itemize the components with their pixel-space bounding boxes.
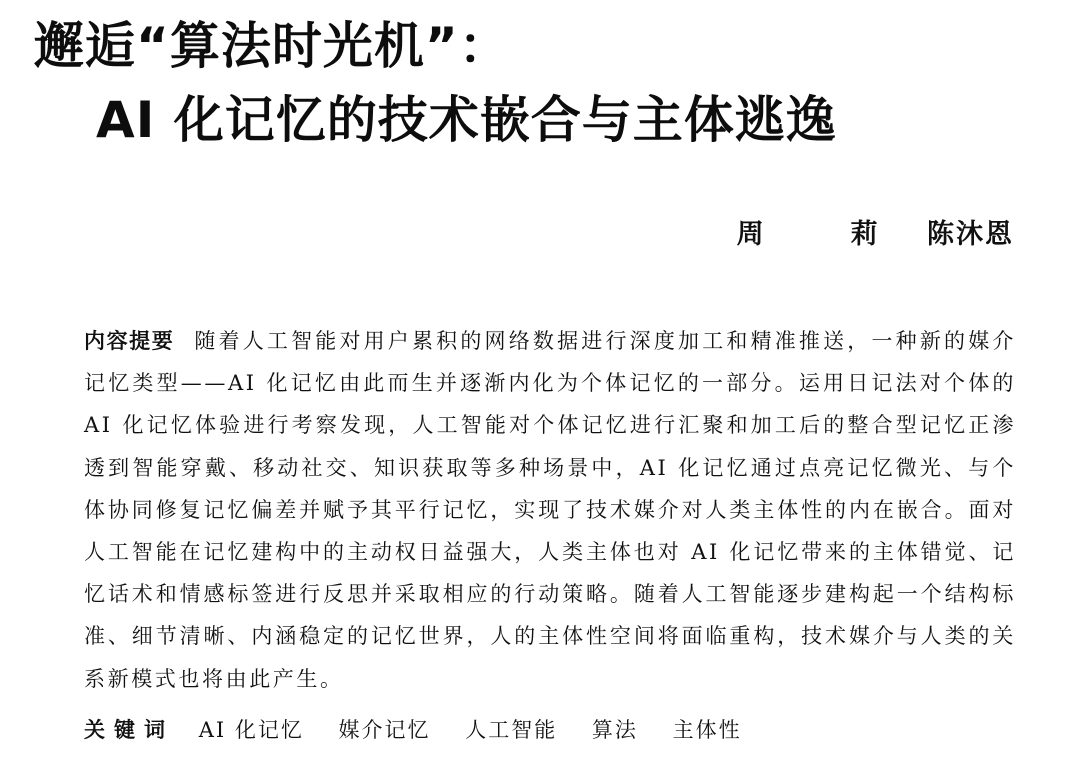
title-line-2: AI 化记忆的技术嵌合与主体逃逸 bbox=[96, 91, 837, 149]
author-name: 周 莉 bbox=[736, 219, 908, 250]
keywords bbox=[84, 710, 770, 750]
keyword: 主体性 bbox=[672, 718, 742, 742]
authors bbox=[737, 216, 1014, 254]
title-line-1: 邂逅“算法时光机”： bbox=[34, 17, 510, 75]
keywords-label: 关键词 bbox=[84, 718, 174, 742]
keyword: 人工智能 bbox=[465, 718, 558, 742]
abstract-label: 内容提要 bbox=[84, 329, 175, 353]
keyword: 媒介记忆 bbox=[338, 718, 431, 742]
abstract-text: 随着人工智能对用户累积的网络数据进行深度加工和精准推送，一种新的媒介记忆类型——AI 化记忆由此而生并逐渐内化为个体记忆的一部分。运用日记法对个体的 AI 化记忆体验进行考察发现，人工智能对个体记忆进行汇聚和加工后的整合型记忆正渗透到智能穿戴、移动社交、知识获取等多种场景中，AI 化记忆通过点亮记忆微光、与个体协同修复记忆偏差并赋予其平行记忆，实现了技术媒介对人类主体性的内在嵌合。面对人工智能在记忆建构中的主动权日益强大，人类主体也对 AI 化记忆带来的主体错觉、记忆话术和情感标签进行反思并采取相应的行动策略。随着人工智能逐步建构起一个结构标准、细节清晰、内涵稳定的记忆世界，人的主体性空间将面临重构，技术媒介与人类的关系新模式也将由此产生。 bbox=[84, 329, 1016, 691]
keyword: AI 化记忆 bbox=[198, 718, 304, 742]
abstract bbox=[84, 320, 1016, 700]
keyword: 算法 bbox=[591, 718, 638, 742]
author-name: 陈沐恩 bbox=[927, 219, 1014, 250]
